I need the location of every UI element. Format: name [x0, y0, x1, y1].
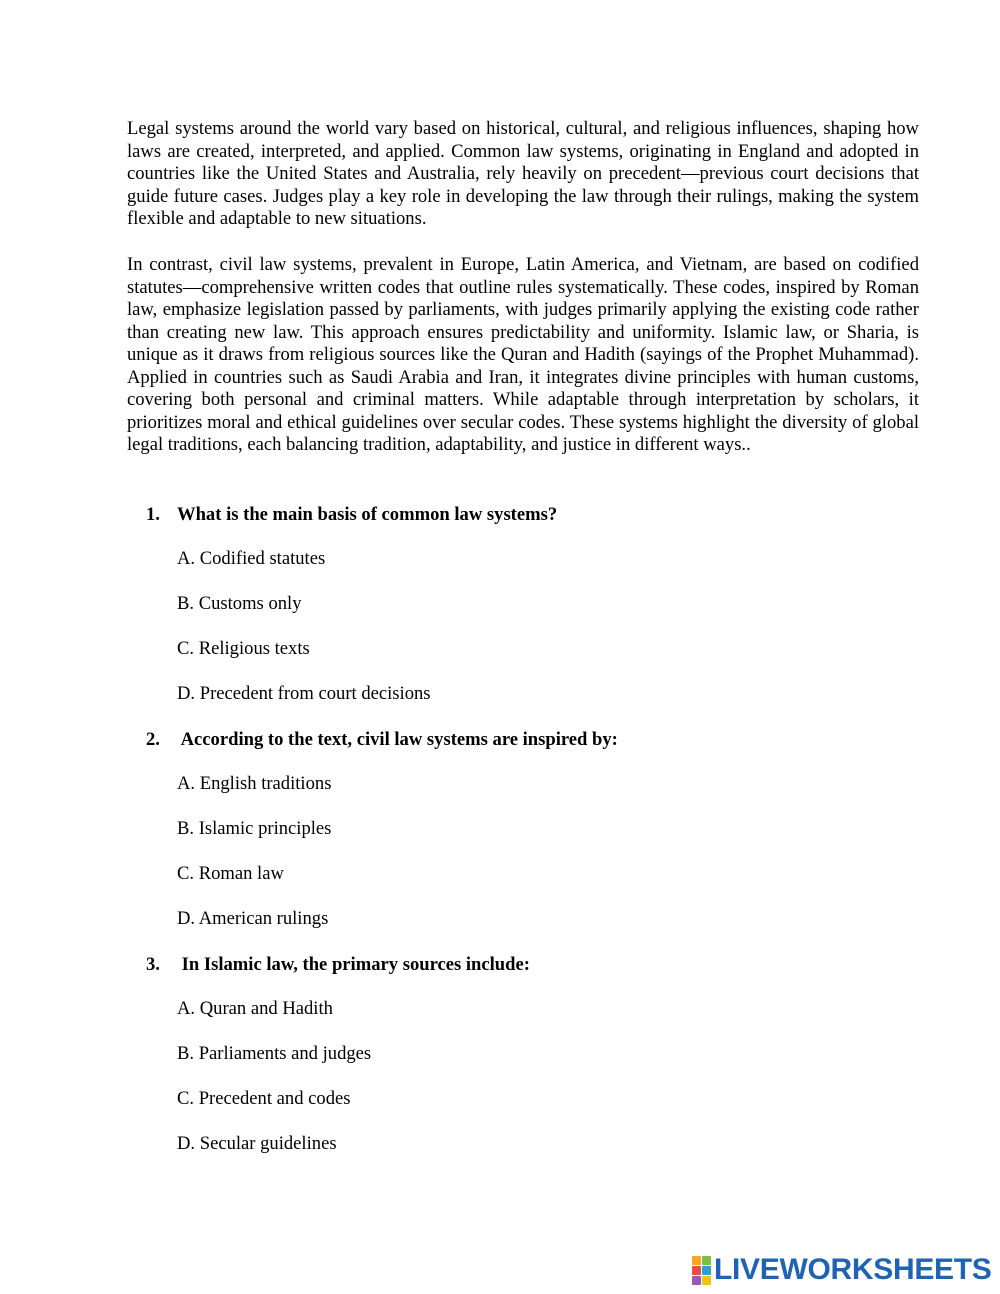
q2-option-b[interactable]: B. Islamic principles [177, 818, 332, 839]
question-text: According to the text, civil law systems are inspired by: [177, 729, 618, 750]
logo-mark-square [692, 1276, 701, 1285]
q1-option-b[interactable]: B. Customs only [177, 593, 302, 614]
logo-text: LIVEWORKSHEETS [714, 1253, 992, 1286]
question-number: 1. [146, 504, 160, 525]
q1-option-a[interactable]: A. Codified statutes [177, 548, 326, 569]
liveworksheets-mark-icon [692, 1256, 711, 1285]
logo-mark-square [702, 1276, 711, 1285]
logo-mark-square [702, 1266, 711, 1275]
liveworksheets-logo[interactable] [692, 1255, 992, 1285]
q2-option-d[interactable]: D. American rulings [177, 908, 329, 929]
question-3 [146, 954, 530, 976]
question-text: What is the main basis of common law systems? [177, 504, 558, 525]
q3-option-a[interactable]: A. Quran and Hadith [177, 998, 333, 1019]
question-1 [146, 504, 557, 526]
logo-mark-square [692, 1256, 701, 1265]
q3-option-c[interactable]: C. Precedent and codes [177, 1088, 351, 1109]
q1-option-c[interactable]: C. Religious texts [177, 638, 310, 659]
q3-option-b[interactable]: B. Parliaments and judges [177, 1043, 372, 1064]
q1-option-d[interactable]: D. Precedent from court decisions [177, 683, 431, 704]
passage-paragraph-2: In contrast, civil law systems, prevalent in Europe, Latin America, and Vietnam, are based on codified statutes—comprehensive written codes that outline rules systematically. These codes, inspired by Roman law, emphasize legislation passed by parliaments, with judges primarily applying the existing code rather than creating new law. This approach ensures predictability and uniformity. Islamic law, or Sharia, is unique as it draws from religious sources like the Quran and Hadith (sayings of the Prophet Muhammad). Applied in countries such as Saudi Arabia and Iran, it integrates divine principles with human customs, covering both personal and criminal matters. While adaptable through interpretation by scholars, it prioritizes moral and ethical guidelines over secular codes. These systems highlight the diversity of global legal traditions, each balancing tradition, adaptability, and justice in different ways.. [127, 254, 919, 455]
logo-mark-square [702, 1256, 711, 1265]
passage-paragraph-1: Legal systems around the world vary based on historical, cultural, and religious influences, shaping how laws are created, interpreted, and applied. Common law systems, originating in England and adopted in countries like the United States and Australia, rely heavily on precedent—previous court decisions that guide future cases. Judges play a key role in developing the law through their rulings, making the system flexible and adaptable to new situations. [127, 118, 919, 229]
question-number: 3. [146, 954, 160, 975]
logo-mark-square [692, 1266, 701, 1275]
q3-option-d[interactable]: D. Secular guidelines [177, 1133, 337, 1154]
question-number: 2. [146, 729, 160, 750]
question-text: In Islamic law, the primary sources include: [177, 954, 530, 975]
q2-option-a[interactable]: A. English traditions [177, 773, 332, 794]
q2-option-c[interactable]: C. Roman law [177, 863, 284, 884]
question-2 [146, 729, 618, 751]
